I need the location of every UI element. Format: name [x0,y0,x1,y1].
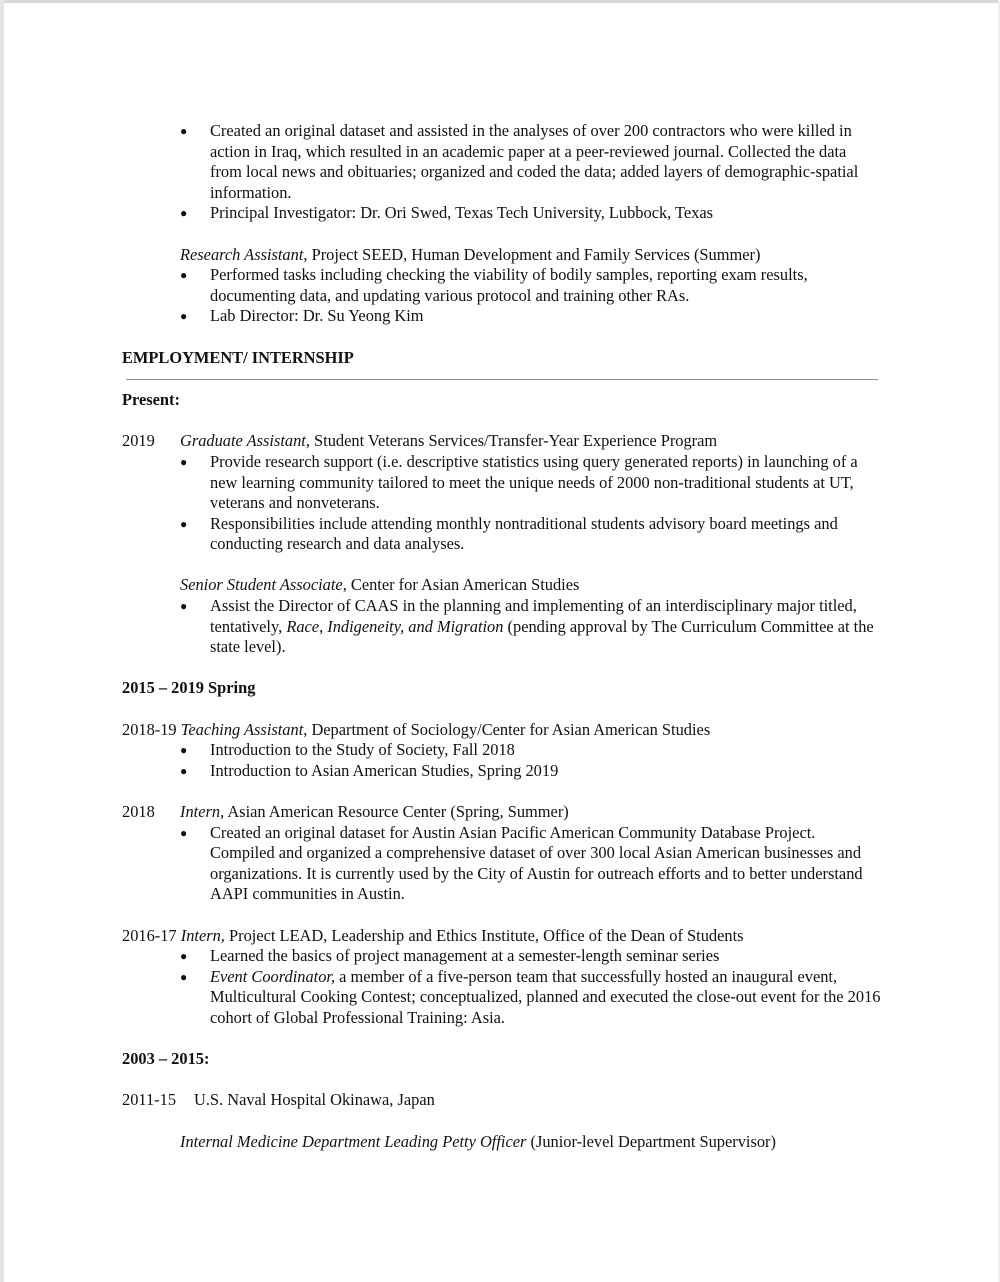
ssa-bullet-text-start: Assist the Director of CAAS in the planning and implementing of an interdisciplinary major titled, tentatively, [210,596,857,636]
petty-officer-line [122,1132,882,1153]
teaching-assistant-line [122,720,882,741]
project-lead-bullet-basics: ● Learned the basics of project management at a semester-length seminar series [122,946,882,967]
aarc-intern-line [122,802,882,823]
project-lead-year: 2016-17 [122,925,177,945]
petty-officer-detail: (Junior-level Department Supervisor) [526,1131,776,1151]
teaching-assistant-year: 2018-19 [122,719,177,739]
research-assistant-line [122,245,882,266]
present-label: Present: [122,390,180,410]
graduate-assistant-bullet-responsibilities: ● Responsibilities include attending monthly nontraditional students advisory board meetings and conducting research and data analyses. [122,514,882,555]
ssa-bullet-text-end: (pending approval by The Curriculum Committee at the state level). [210,616,874,657]
page-left-edge [0,0,4,1282]
graduate-assistant-year: 2019 [122,431,155,451]
naval-hospital-year: 2011-15 [122,1090,177,1110]
research-bullet-contractors: ● Created an original dataset and assisted in the analyses of over 200 contractors who were killed in action in Iraq, which resulted in an academic paper at a peer-reviewed journal. Collected the data from local news and obituaries; organized and coded the data; added layers of demographic-spatial information. [122,121,882,203]
project-lead-line [122,926,882,947]
resume-page [122,121,882,1152]
teaching-assistant-title: Teaching Assistant [180,719,304,739]
project-lead-title: Intern, [180,925,225,945]
petty-officer-title: Internal Medicine Department Leading Petty Officer [180,1131,527,1151]
section-divider [126,379,878,380]
aarc-intern-detail: Asian American Resource Center (Spring, Summer) [224,802,569,821]
senior-student-associate-line [122,575,882,596]
ssa-major-title: Race, Indigeneity, and Migration [286,616,504,636]
aarc-intern-title: Intern, [180,802,225,821]
project-lead-detail: Project LEAD, Leadership and Ethics Institute, Office of the Dean of Students [224,925,744,945]
senior-student-associate-detail: , Center for Asian American Studies [342,575,580,595]
page-top-edge [0,0,1000,3]
period-2015-2019-label: 2015 – 2019 Spring [122,678,256,698]
aarc-intern-bullet: ● Created an original dataset for Austin Asian Pacific American Community Database Project. Compiled and organized a comprehensive dataset of over 300 local Asian American businesses and organizations. It is currently used by the City of Austin for outreach efforts and to better understand AAPI communities in Austin. [122,823,882,905]
graduate-assistant-title: Graduate Assistant, [180,431,310,451]
senior-student-associate-title: Senior Student Associate [180,575,343,595]
research-assistant-bullet-director: ● Lab Director: Dr. Su Yeong Kim [122,306,882,327]
employment-heading: EMPLOYMENT/ INTERNSHIP [122,347,354,367]
teaching-assistant-bullet-fall: ● Introduction to the Study of Society, Fall 2018 [122,740,882,761]
aarc-intern-year: 2018 [122,802,155,821]
senior-student-associate-bullet [122,596,882,658]
graduate-assistant-line [122,431,882,452]
teaching-assistant-bullet-spring: ● Introduction to Asian American Studies, Spring 2019 [122,761,882,782]
period-2003-2015-label: 2003 – 2015: [122,1049,210,1069]
research-assistant-detail: , Project SEED, Human Development and Family Services (Summer) [303,244,761,264]
naval-hospital-line [122,1090,882,1111]
teaching-assistant-detail: , Department of Sociology/Center for Asian American Studies [303,719,711,739]
project-lead-bullet-coordinator [122,967,882,1029]
research-assistant-bullet-tasks: ● Performed tasks including checking the viability of bodily samples, reporting exam results, documenting data, and updating various protocol and training other RAs. [122,265,882,306]
naval-hospital-place: U.S. Naval Hospital Okinawa, Japan [194,1090,435,1110]
event-coordinator-title: Event Coordinator, [210,966,336,986]
graduate-assistant-detail: Student Veterans Services/Transfer-Year Experience Program [309,431,718,451]
event-coordinator-detail: a member of a five-person team that successfully hosted an inaugural event, Multicultural Cooking Contest; conceptualized, planned and executed the close-out event for the 2016 cohort of Global Professional Training: Asia. [210,966,881,1027]
research-bullet-pi: ● Principal Investigator: Dr. Ori Swed, Texas Tech University, Lubbock, Texas [122,203,882,224]
research-assistant-title: Research Assistant [180,244,304,264]
graduate-assistant-bullet-support: ● Provide research support (i.e. descriptive statistics using query generated reports) in launching of a new learning community tailored to meet the unique needs of 2000 non-traditional students at UT, veterans and nonveterans. [122,452,882,514]
